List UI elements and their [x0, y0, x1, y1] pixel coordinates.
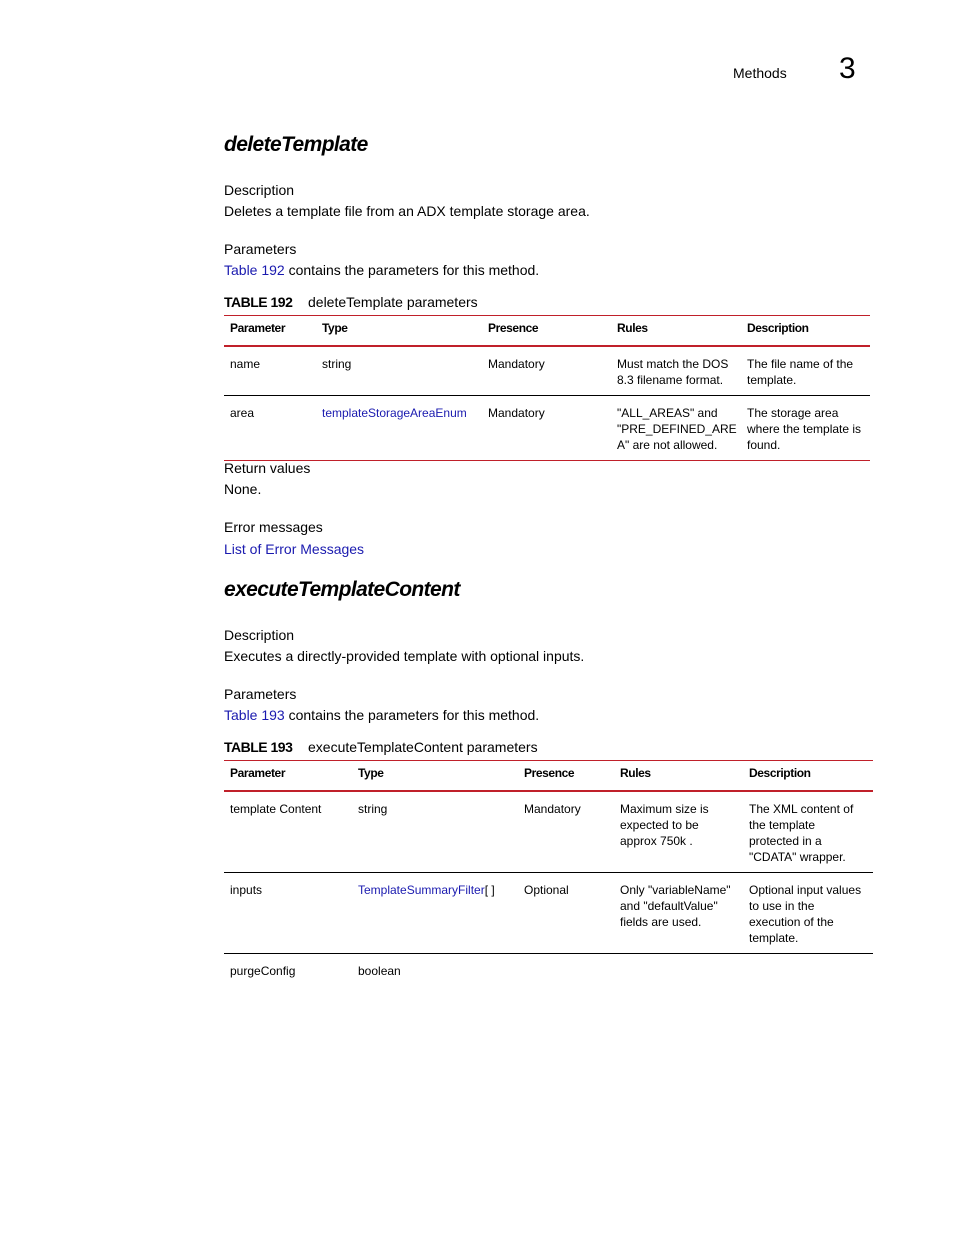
cell-description: Optional input values to use in the execution of the template.: [743, 873, 873, 954]
column-header: Description: [743, 761, 873, 792]
cell-description: The file name of the template.: [741, 346, 870, 396]
parameters-heading: Parameters: [224, 686, 297, 702]
template-summary-filter-link[interactable]: TemplateSummaryFilter: [358, 883, 485, 897]
cell-parameter: template Content: [224, 791, 352, 873]
return-values-text: None.: [224, 481, 262, 497]
table-caption-title: deleteTemplate parameters: [308, 294, 478, 310]
table-caption: [224, 739, 538, 755]
delete-template-parameters-table: [224, 315, 870, 461]
column-header: Type: [352, 761, 518, 792]
cell-presence: Mandatory: [518, 791, 614, 873]
column-header: Description: [741, 316, 870, 347]
return-values-heading: Return values: [224, 460, 311, 476]
table-reference: [224, 262, 539, 278]
table-reference: [224, 707, 539, 723]
type-array-suffix: [ ]: [484, 883, 495, 897]
error-messages-link[interactable]: List of Error Messages: [224, 541, 365, 557]
column-header: Parameter: [224, 761, 352, 792]
column-header: Rules: [614, 761, 743, 792]
cell-parameter: purgeConfig: [230, 964, 296, 978]
table-row: [224, 873, 873, 954]
error-messages-reference: [224, 541, 364, 557]
description-text: Deletes a template file from an ADX template storage area.: [224, 203, 590, 219]
column-header: Presence: [482, 316, 611, 347]
cell-description: The XML content of the template protected in a "CDATA" wrapper.: [743, 791, 873, 873]
cell-type: [316, 396, 482, 461]
table-header-row: [224, 761, 873, 792]
cell-rules: "ALL_AREAS" and "PRE_DEFINED_ARE A" are not allowed.: [611, 396, 741, 461]
cell-rules: Only "variableName" and "defaultValue" fields are used.: [614, 873, 743, 954]
template-storage-area-enum-link[interactable]: templateStorageAreaEnum: [322, 406, 467, 420]
table-row: [224, 396, 870, 461]
cell-rules: Maximum size is expected to be approx 750k .: [614, 791, 743, 873]
cell-presence: Mandatory: [482, 346, 611, 396]
cell-parameter: name: [224, 346, 316, 396]
table-caption: [224, 294, 478, 310]
cell-description: The storage area where the template is found.: [741, 396, 870, 461]
cell-type: string: [316, 346, 482, 396]
method-title-execute-template-content: executeTemplateContent: [224, 578, 460, 601]
error-messages-heading: Error messages: [224, 519, 323, 535]
table-193-link[interactable]: Table 193: [224, 707, 285, 723]
cell-presence: [518, 954, 614, 987]
execute-template-content-parameters-table: [224, 760, 873, 986]
column-header: Type: [316, 316, 482, 347]
description-heading: Description: [224, 182, 295, 198]
cell-presence: Optional: [518, 873, 614, 954]
table-header-row: [224, 316, 870, 347]
description-heading: Description: [224, 627, 295, 643]
parameters-heading: Parameters: [224, 241, 297, 257]
cell-type: string: [352, 791, 518, 873]
cell-type: [352, 873, 518, 954]
column-header: Parameter: [224, 316, 316, 347]
cell-type: boolean: [358, 964, 401, 978]
table-row: [224, 346, 870, 396]
cell-rules: Must match the DOS 8.3 filename format.: [611, 346, 741, 396]
chapter-number: 3: [839, 52, 856, 85]
table-192-link[interactable]: Table 192: [224, 262, 285, 278]
table-row: [224, 791, 873, 873]
column-header: Presence: [518, 761, 614, 792]
table-reference-text: contains the parameters for this method.: [284, 262, 540, 278]
description-text: Executes a directly-provided template with optional inputs.: [224, 648, 585, 664]
table-caption-title: executeTemplateContent parameters: [308, 739, 538, 755]
cell-parameter: area: [224, 396, 316, 461]
running-header-label: Methods: [733, 65, 787, 81]
cell-description: [743, 954, 873, 987]
method-title-delete-template: deleteTemplate: [224, 133, 368, 156]
table-caption-number: TABLE 192: [224, 294, 293, 310]
cell-rules: [614, 954, 743, 987]
cell-presence: Mandatory: [482, 396, 611, 461]
table-row: [224, 954, 873, 987]
column-header: Rules: [611, 316, 741, 347]
cell-parameter: inputs: [224, 873, 352, 954]
table-reference-text: contains the parameters for this method.: [284, 707, 540, 723]
table-caption-number: TABLE 193: [224, 739, 293, 755]
